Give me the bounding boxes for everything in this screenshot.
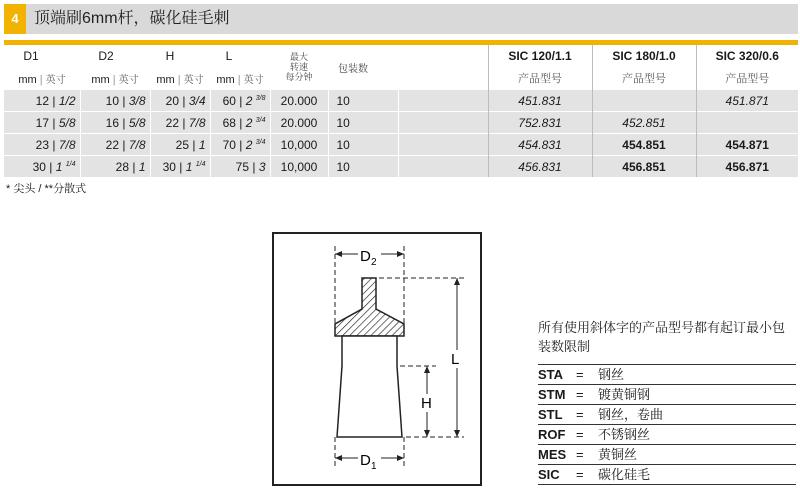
legend-eq: = xyxy=(576,447,584,462)
l-label: L xyxy=(451,351,460,368)
d1-inch: 1/2 xyxy=(58,93,76,108)
cell-h: 22 | 7/8 xyxy=(150,112,210,134)
cell-sic1 xyxy=(488,134,592,156)
legend-code: STM xyxy=(538,387,566,402)
cell-pack: 10 xyxy=(328,90,398,112)
l-mm: 60 xyxy=(222,93,236,108)
unit-h xyxy=(150,67,210,90)
cell-sic3: 456.871 xyxy=(696,156,798,178)
d2-inch: 1 xyxy=(138,159,146,174)
cell-h: 25 | 1 xyxy=(150,134,210,156)
d2-inch: 5/8 xyxy=(128,115,146,130)
unit-inch: 英寸 xyxy=(183,74,204,86)
sic1-code: 752.831 xyxy=(518,115,562,130)
h-inch: 1 xyxy=(198,137,206,152)
cell-l: 68 | 2 $^{3/4}$ xyxy=(210,112,270,134)
cell-l: 75 | 3 xyxy=(210,156,270,178)
unit-separator: | xyxy=(112,73,116,86)
cell-speed: 10,000 xyxy=(270,156,328,178)
header-d2: D2 xyxy=(98,49,114,63)
unit-d2 xyxy=(80,67,150,90)
h-label: H xyxy=(421,395,432,412)
l-inch: 2 xyxy=(245,115,253,130)
cell-sic2 xyxy=(592,90,696,112)
legend-eq: = xyxy=(576,367,584,382)
cell-spacer xyxy=(398,156,488,178)
l-inch: 2 xyxy=(245,93,253,108)
legend-desc: 黄铜丝 xyxy=(598,447,638,462)
d1-subscript: 1 xyxy=(371,461,377,472)
d2-arrow-right xyxy=(397,251,404,257)
legend-eq: = xyxy=(576,467,584,482)
section-title: 顶端刷6mm杆，碳化硅毛刺 xyxy=(34,10,230,27)
brush-diagram xyxy=(272,232,482,486)
model-label-1: 产品型号 xyxy=(488,67,592,90)
d2-mm: 16 xyxy=(105,115,120,130)
l-inch-frac: 3/4 xyxy=(255,116,266,124)
header-speed xyxy=(270,45,328,90)
l-mm: 75 xyxy=(235,159,250,174)
l-arrow-bottom xyxy=(454,430,460,437)
unit-l xyxy=(210,67,270,90)
l-inch-frac: 3/4 xyxy=(255,138,266,146)
cell-pack: 10 xyxy=(328,156,398,178)
header-h: H xyxy=(165,49,175,63)
h-mm: 30 xyxy=(162,159,176,174)
cell-d2: 28 | 1 xyxy=(80,156,150,178)
cell-sic1 xyxy=(488,156,592,178)
cell-sic3 xyxy=(696,112,798,134)
l-inch-frac: 3/8 xyxy=(255,94,266,102)
cell-speed: 20.000 xyxy=(270,90,328,112)
legend-row xyxy=(538,465,796,485)
table-row xyxy=(4,90,798,112)
legend-row xyxy=(538,405,796,425)
legend-code: STA xyxy=(538,367,564,382)
legend-row xyxy=(538,364,796,385)
cell-sic1 xyxy=(488,112,592,134)
legend-code: MES xyxy=(538,447,567,462)
cell-d1: 30 | 1 $^{1/4}$ xyxy=(4,156,80,178)
material-legend xyxy=(538,364,796,485)
cell-spacer xyxy=(398,112,488,134)
sic1-code: 451.831 xyxy=(518,93,562,108)
table-row xyxy=(4,156,798,178)
unit-inch: 英寸 xyxy=(45,74,66,86)
cell-sic2: 456.851 xyxy=(592,156,696,178)
sic1-code: 456.831 xyxy=(518,159,562,174)
sic1-code: 454.831 xyxy=(518,137,562,152)
d2-mm: 28 xyxy=(115,159,130,174)
header-speed-2: 转速 xyxy=(289,62,308,72)
unit-mm: mm xyxy=(216,73,235,86)
cell-d2: 22 | 7/8 xyxy=(80,134,150,156)
d2-arrow-left xyxy=(335,251,342,257)
legend-eq: = xyxy=(576,427,584,442)
section-number: 4 xyxy=(4,4,26,34)
header-row-1 xyxy=(4,45,798,67)
shank-ferrule xyxy=(335,278,404,336)
sic3-code: 451.871 xyxy=(725,93,769,108)
header-sic2: SIC 180/1.0 xyxy=(592,45,696,67)
d1-mm: 12 xyxy=(35,93,50,108)
l-arrow-top xyxy=(454,278,460,285)
d1-mm: 17 xyxy=(35,115,50,130)
d1-mm: 23 xyxy=(35,137,50,152)
l-inch: 2 xyxy=(245,137,253,152)
cell-sic1 xyxy=(488,90,592,112)
h-inch: 1 xyxy=(185,159,193,174)
d1-arrow-left xyxy=(335,455,342,461)
cell-l: 60 | 2 $^{3/8}$ xyxy=(210,90,270,112)
cell-sic2: 454.851 xyxy=(592,134,696,156)
d2-mm: 10 xyxy=(105,93,120,108)
l-mm: 68 xyxy=(222,115,236,130)
header-pack: 包装数 xyxy=(338,63,368,75)
unit-inch: 英寸 xyxy=(118,74,139,86)
model-label-2: 产品型号 xyxy=(592,67,696,90)
cell-spacer xyxy=(398,90,488,112)
cell-sic3: 454.871 xyxy=(696,134,798,156)
cell-pack: 10 xyxy=(328,134,398,156)
unit-mm: mm xyxy=(91,73,110,86)
legend-row xyxy=(538,425,796,445)
header-d1: D1 xyxy=(23,49,39,63)
cell-speed: 10,000 xyxy=(270,134,328,156)
cell-d1: 23 | 7/8 xyxy=(4,134,80,156)
table-row xyxy=(4,112,798,134)
cell-speed: 20.000 xyxy=(270,112,328,134)
legend-eq: = xyxy=(576,407,584,422)
header-spacer xyxy=(398,45,488,90)
unit-inch: 英寸 xyxy=(243,74,264,86)
legend-desc: 不锈钢丝 xyxy=(598,427,651,442)
brush-drawing xyxy=(274,234,480,484)
cell-h: 30 | 1 $^{1/4}$ xyxy=(150,156,210,178)
d1-inch: 1 xyxy=(55,159,63,174)
d1-mm: 30 xyxy=(32,159,46,174)
unit-separator: | xyxy=(237,73,241,86)
cell-spacer xyxy=(398,134,488,156)
d1-inch-frac: 1/4 xyxy=(65,160,76,168)
d1-inch: 5/8 xyxy=(58,115,76,130)
legend-desc: 钢丝，卷曲 xyxy=(598,407,664,422)
table-row xyxy=(4,134,798,156)
l-inch: 3 xyxy=(258,159,266,174)
header-l: L xyxy=(225,49,233,63)
info-text: 所有使用斜体字的产品型号都有起订最小包装数限制 xyxy=(538,320,786,354)
l-mm: 70 xyxy=(222,137,236,152)
d2-mm: 22 xyxy=(105,137,120,152)
h-mm: 25 xyxy=(175,137,190,152)
header-speed-3: 每分钟 xyxy=(285,72,313,82)
unit-d1 xyxy=(4,67,80,90)
model-label-3: 产品型号 xyxy=(696,67,798,90)
unit-mm: mm xyxy=(18,73,37,86)
cell-h: 20 | 3/4 xyxy=(150,90,210,112)
d1-inch: 7/8 xyxy=(58,137,76,152)
legend-eq: = xyxy=(576,387,584,402)
legend-code: STL xyxy=(538,407,563,422)
cell-d2: 16 | 5/8 xyxy=(80,112,150,134)
h-mm: 22 xyxy=(165,115,180,130)
legend-desc: 钢丝 xyxy=(598,367,625,382)
cell-pack: 10 xyxy=(328,112,398,134)
sic2-code: 452.851 xyxy=(622,115,666,130)
cell-sic2 xyxy=(592,112,696,134)
h-mm: 20 xyxy=(165,93,180,108)
d2-label: D xyxy=(360,248,371,265)
cell-d1: 17 | 5/8 xyxy=(4,112,80,134)
d2-inch: 7/8 xyxy=(128,137,146,152)
h-arrow-bottom xyxy=(424,430,430,437)
section-title-bar xyxy=(4,4,798,34)
d1-arrow-right xyxy=(397,455,404,461)
header-sic1: SIC 120/1.1 xyxy=(488,45,592,67)
legend-desc: 碳化硅毛 xyxy=(598,467,651,482)
cell-d1: 12 | 1/2 xyxy=(4,90,80,112)
header-sic3: SIC 320/0.6 xyxy=(696,45,798,67)
d1-label: D xyxy=(360,452,371,469)
h-inch: 7/8 xyxy=(188,115,206,130)
header-speed-1: 最大 xyxy=(289,52,308,62)
unit-mm: mm xyxy=(156,73,175,86)
legend-code: ROF xyxy=(538,427,566,442)
legend-desc: 镀黄铜钢 xyxy=(598,387,651,402)
h-arrow-top xyxy=(424,366,430,373)
cell-sic3 xyxy=(696,90,798,112)
d2-inch: 3/8 xyxy=(128,93,146,108)
d2-subscript: 2 xyxy=(371,257,377,268)
product-table xyxy=(4,45,798,177)
h-inch: 3/4 xyxy=(188,93,206,108)
legend-code: SIC xyxy=(538,467,560,482)
bristle-body xyxy=(337,336,402,437)
legend-row xyxy=(538,385,796,405)
unit-separator: | xyxy=(177,73,181,86)
unit-separator: | xyxy=(39,73,43,86)
legend-row xyxy=(538,445,796,465)
cell-l: 70 | 2 $^{3/4}$ xyxy=(210,134,270,156)
h-inch-frac: 1/4 xyxy=(195,160,206,168)
cell-d2: 10 | 3/8 xyxy=(80,90,150,112)
footnote: * 尖头 / **分散式 xyxy=(6,183,87,195)
